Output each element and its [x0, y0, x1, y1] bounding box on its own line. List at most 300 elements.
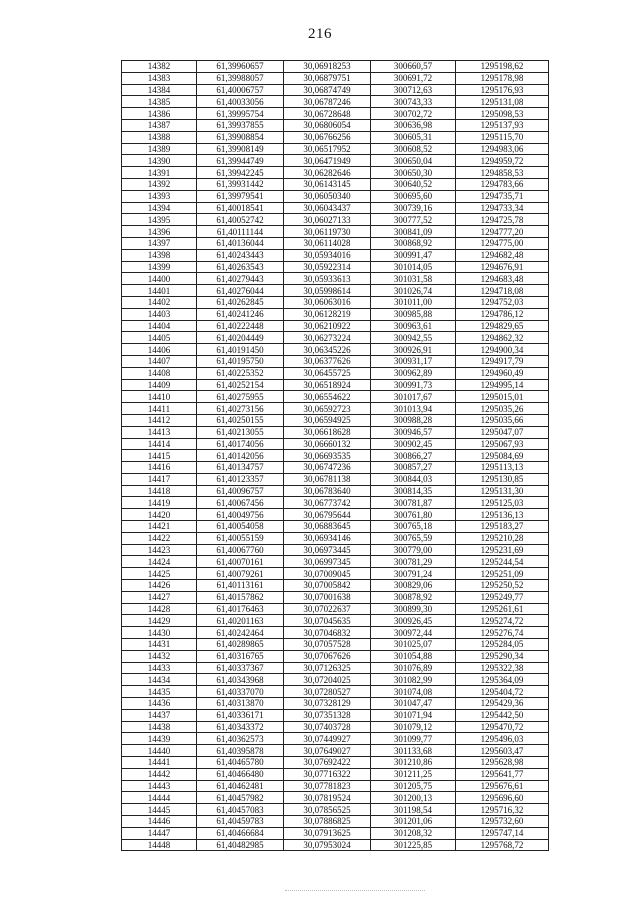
table-row [122, 426, 549, 438]
y-coordinate-cell: 1295284,05 [456, 639, 549, 651]
y-coordinate-cell: 1294995,14 [456, 379, 549, 391]
point-number-cell: 14433 [122, 662, 197, 674]
x-coordinate-cell: 301099,77 [371, 733, 456, 745]
longitude-cell: 30,07649027 [284, 745, 371, 757]
latitude-cell: 61,40465780 [197, 757, 284, 769]
latitude-cell: 61,40316765 [197, 650, 284, 662]
point-number-cell: 14409 [122, 379, 197, 391]
longitude-cell: 30,07328129 [284, 698, 371, 710]
longitude-cell: 30,06114028 [284, 237, 371, 249]
point-number-cell: 14434 [122, 674, 197, 686]
x-coordinate-cell: 300739,16 [371, 202, 456, 214]
y-coordinate-cell: 1295732,60 [456, 816, 549, 828]
x-coordinate-cell: 300878,92 [371, 591, 456, 603]
latitude-cell: 61,39944749 [197, 155, 284, 167]
table-row [122, 674, 549, 686]
latitude-cell: 61,39979541 [197, 190, 284, 202]
point-number-cell: 14424 [122, 556, 197, 568]
x-coordinate-cell: 301025,07 [371, 639, 456, 651]
point-number-cell: 14382 [122, 61, 197, 73]
point-number-cell: 14384 [122, 84, 197, 96]
point-number-cell: 14437 [122, 709, 197, 721]
latitude-cell: 61,40466684 [197, 827, 284, 839]
latitude-cell: 61,39960657 [197, 61, 284, 73]
latitude-cell: 61,39988057 [197, 72, 284, 84]
latitude-cell: 61,40123357 [197, 473, 284, 485]
x-coordinate-cell: 300844,03 [371, 473, 456, 485]
y-coordinate-cell: 1295496,03 [456, 733, 549, 745]
point-number-cell: 14390 [122, 155, 197, 167]
point-number-cell: 14413 [122, 426, 197, 438]
y-coordinate-cell: 1295136,13 [456, 509, 549, 521]
point-number-cell: 14435 [122, 686, 197, 698]
y-coordinate-cell: 1295035,66 [456, 414, 549, 426]
table-row [122, 332, 549, 344]
point-number-cell: 14427 [122, 591, 197, 603]
longitude-cell: 30,07692422 [284, 757, 371, 769]
table-row [122, 721, 549, 733]
longitude-cell: 30,07022637 [284, 603, 371, 615]
longitude-cell: 30,06592723 [284, 403, 371, 415]
longitude-cell: 30,06781138 [284, 473, 371, 485]
longitude-cell: 30,07351328 [284, 709, 371, 721]
latitude-cell: 61,40176463 [197, 603, 284, 615]
y-coordinate-cell: 1295183,27 [456, 521, 549, 533]
y-coordinate-cell: 1295130,85 [456, 473, 549, 485]
table-row [122, 237, 549, 249]
longitude-cell: 30,07001638 [284, 591, 371, 603]
table-row [122, 296, 549, 308]
point-number-cell: 14419 [122, 497, 197, 509]
x-coordinate-cell: 300691,72 [371, 72, 456, 84]
latitude-cell: 61,40343372 [197, 721, 284, 733]
latitude-cell: 61,40482985 [197, 839, 284, 851]
point-number-cell: 14431 [122, 639, 197, 651]
longitude-cell: 30,07280527 [284, 686, 371, 698]
table-row [122, 202, 549, 214]
x-coordinate-cell: 300650,04 [371, 155, 456, 167]
y-coordinate-cell: 1294862,32 [456, 332, 549, 344]
point-number-cell: 14432 [122, 650, 197, 662]
x-coordinate-cell: 301201,06 [371, 816, 456, 828]
y-coordinate-cell: 1295429,36 [456, 698, 549, 710]
longitude-cell: 30,06918253 [284, 61, 371, 73]
y-coordinate-cell: 1294983,06 [456, 143, 549, 155]
y-coordinate-cell: 1294735,71 [456, 190, 549, 202]
table-row [122, 509, 549, 521]
x-coordinate-cell: 300777,52 [371, 214, 456, 226]
latitude-cell: 61,40174056 [197, 438, 284, 450]
x-coordinate-cell: 300899,30 [371, 603, 456, 615]
latitude-cell: 61,40289865 [197, 639, 284, 651]
longitude-cell: 30,06063016 [284, 296, 371, 308]
point-number-cell: 14389 [122, 143, 197, 155]
point-number-cell: 14408 [122, 367, 197, 379]
longitude-cell: 30,05933613 [284, 273, 371, 285]
latitude-cell: 61,39908149 [197, 143, 284, 155]
point-number-cell: 14438 [122, 721, 197, 733]
x-coordinate-cell: 301208,32 [371, 827, 456, 839]
longitude-cell: 30,07449927 [284, 733, 371, 745]
y-coordinate-cell: 1294786,12 [456, 308, 549, 320]
longitude-cell: 30,07005842 [284, 580, 371, 592]
latitude-cell: 61,40279443 [197, 273, 284, 285]
x-coordinate-cell: 300902,45 [371, 438, 456, 450]
latitude-cell: 61,40070161 [197, 556, 284, 568]
y-coordinate-cell: 1294917,79 [456, 355, 549, 367]
point-number-cell: 14425 [122, 568, 197, 580]
longitude-cell: 30,06728648 [284, 108, 371, 120]
x-coordinate-cell: 300765,59 [371, 532, 456, 544]
longitude-cell: 30,06027133 [284, 214, 371, 226]
x-coordinate-cell: 300765,18 [371, 521, 456, 533]
y-coordinate-cell: 1295210,28 [456, 532, 549, 544]
x-coordinate-cell: 300712,63 [371, 84, 456, 96]
point-number-cell: 14400 [122, 273, 197, 285]
table-row [122, 497, 549, 509]
longitude-cell: 30,06747236 [284, 462, 371, 474]
latitude-cell: 61,40466480 [197, 768, 284, 780]
longitude-cell: 30,07403728 [284, 721, 371, 733]
point-number-cell: 14399 [122, 261, 197, 273]
x-coordinate-cell: 300926,91 [371, 344, 456, 356]
x-coordinate-cell: 301047,47 [371, 698, 456, 710]
table-row [122, 827, 549, 839]
y-coordinate-cell: 1295261,61 [456, 603, 549, 615]
y-coordinate-cell: 1295115,70 [456, 131, 549, 143]
x-coordinate-cell: 300988,28 [371, 414, 456, 426]
latitude-cell: 61,40462481 [197, 780, 284, 792]
x-coordinate-cell: 300991,47 [371, 249, 456, 261]
point-number-cell: 14443 [122, 780, 197, 792]
coordinates-table [121, 60, 549, 851]
table-row [122, 214, 549, 226]
table-row [122, 709, 549, 721]
longitude-cell: 30,06618628 [284, 426, 371, 438]
latitude-cell: 61,39931442 [197, 178, 284, 190]
latitude-cell: 61,40336171 [197, 709, 284, 721]
point-number-cell: 14445 [122, 804, 197, 816]
longitude-cell: 30,06787246 [284, 96, 371, 108]
longitude-cell: 30,06874749 [284, 84, 371, 96]
table-row [122, 119, 549, 131]
table-row [122, 615, 549, 627]
point-number-cell: 14422 [122, 532, 197, 544]
y-coordinate-cell: 1295250,52 [456, 580, 549, 592]
x-coordinate-cell: 301133,68 [371, 745, 456, 757]
x-coordinate-cell: 300650,30 [371, 167, 456, 179]
longitude-cell: 30,07067626 [284, 650, 371, 662]
longitude-cell: 30,06128219 [284, 308, 371, 320]
latitude-cell: 61,40006757 [197, 84, 284, 96]
latitude-cell: 61,40079261 [197, 568, 284, 580]
y-coordinate-cell: 1295176,93 [456, 84, 549, 96]
longitude-cell: 30,06693535 [284, 450, 371, 462]
longitude-cell: 30,06879751 [284, 72, 371, 84]
y-coordinate-cell: 1295442,50 [456, 709, 549, 721]
point-number-cell: 14439 [122, 733, 197, 745]
longitude-cell: 30,06518924 [284, 379, 371, 391]
point-number-cell: 14398 [122, 249, 197, 261]
longitude-cell: 30,07126325 [284, 662, 371, 674]
latitude-cell: 61,40252154 [197, 379, 284, 391]
longitude-cell: 30,06997345 [284, 556, 371, 568]
table-row [122, 580, 549, 592]
latitude-cell: 61,40049756 [197, 509, 284, 521]
x-coordinate-cell: 301017,67 [371, 391, 456, 403]
longitude-cell: 30,07781823 [284, 780, 371, 792]
table-row [122, 391, 549, 403]
x-coordinate-cell: 300636,98 [371, 119, 456, 131]
x-coordinate-cell: 300608,52 [371, 143, 456, 155]
latitude-cell: 61,40276044 [197, 285, 284, 297]
table-row [122, 650, 549, 662]
point-number-cell: 14440 [122, 745, 197, 757]
point-number-cell: 14407 [122, 355, 197, 367]
longitude-cell: 30,07913625 [284, 827, 371, 839]
latitude-cell: 61,40262845 [197, 296, 284, 308]
y-coordinate-cell: 1295470,72 [456, 721, 549, 733]
latitude-cell: 61,40201163 [197, 615, 284, 627]
latitude-cell: 61,40067456 [197, 497, 284, 509]
table-row [122, 532, 549, 544]
x-coordinate-cell: 301076,89 [371, 662, 456, 674]
table-row [122, 544, 549, 556]
latitude-cell: 61,40054058 [197, 521, 284, 533]
table-row [122, 261, 549, 273]
longitude-cell: 30,07856525 [284, 804, 371, 816]
longitude-cell: 30,06660132 [284, 438, 371, 450]
latitude-cell: 61,40242464 [197, 627, 284, 639]
table-row [122, 379, 549, 391]
table-row [122, 450, 549, 462]
x-coordinate-cell: 301225,85 [371, 839, 456, 851]
latitude-cell: 61,40157862 [197, 591, 284, 603]
table-row [122, 178, 549, 190]
point-number-cell: 14446 [122, 816, 197, 828]
y-coordinate-cell: 1295628,98 [456, 757, 549, 769]
point-number-cell: 14416 [122, 462, 197, 474]
point-number-cell: 14420 [122, 509, 197, 521]
x-coordinate-cell: 300702,72 [371, 108, 456, 120]
longitude-cell: 30,07204025 [284, 674, 371, 686]
y-coordinate-cell: 1295404,72 [456, 686, 549, 698]
y-coordinate-cell: 1295696,60 [456, 792, 549, 804]
x-coordinate-cell: 300640,52 [371, 178, 456, 190]
longitude-cell: 30,07045635 [284, 615, 371, 627]
longitude-cell: 30,06795644 [284, 509, 371, 521]
table-row [122, 72, 549, 84]
longitude-cell: 30,07057528 [284, 639, 371, 651]
x-coordinate-cell: 300779,00 [371, 544, 456, 556]
latitude-cell: 61,40337367 [197, 662, 284, 674]
y-coordinate-cell: 1295047,07 [456, 426, 549, 438]
y-coordinate-cell: 1295274,72 [456, 615, 549, 627]
table-row [122, 591, 549, 603]
latitude-cell: 61,40313870 [197, 698, 284, 710]
y-coordinate-cell: 1295131,08 [456, 96, 549, 108]
x-coordinate-cell: 300962,89 [371, 367, 456, 379]
longitude-cell: 30,06050340 [284, 190, 371, 202]
table-row [122, 190, 549, 202]
table-row [122, 757, 549, 769]
x-coordinate-cell: 300841,09 [371, 226, 456, 238]
point-number-cell: 14441 [122, 757, 197, 769]
point-number-cell: 14406 [122, 344, 197, 356]
point-number-cell: 14423 [122, 544, 197, 556]
table-row [122, 131, 549, 143]
x-coordinate-cell: 301054,88 [371, 650, 456, 662]
x-coordinate-cell: 300743,33 [371, 96, 456, 108]
latitude-cell: 61,40250155 [197, 414, 284, 426]
longitude-cell: 30,06210922 [284, 320, 371, 332]
latitude-cell: 61,40457083 [197, 804, 284, 816]
table-row [122, 473, 549, 485]
y-coordinate-cell: 1295125,03 [456, 497, 549, 509]
point-number-cell: 14418 [122, 485, 197, 497]
latitude-cell: 61,40018541 [197, 202, 284, 214]
point-number-cell: 14426 [122, 580, 197, 592]
latitude-cell: 61,40337070 [197, 686, 284, 698]
point-number-cell: 14436 [122, 698, 197, 710]
point-number-cell: 14411 [122, 403, 197, 415]
y-coordinate-cell: 1294959,72 [456, 155, 549, 167]
x-coordinate-cell: 300972,44 [371, 627, 456, 639]
longitude-cell: 30,06345226 [284, 344, 371, 356]
x-coordinate-cell: 301211,25 [371, 768, 456, 780]
y-coordinate-cell: 1294683,48 [456, 273, 549, 285]
point-number-cell: 14410 [122, 391, 197, 403]
table-row [122, 698, 549, 710]
latitude-cell: 61,40142056 [197, 450, 284, 462]
longitude-cell: 30,06806054 [284, 119, 371, 131]
latitude-cell: 61,40067760 [197, 544, 284, 556]
y-coordinate-cell: 1294718,08 [456, 285, 549, 297]
point-number-cell: 14397 [122, 237, 197, 249]
table-row [122, 84, 549, 96]
longitude-cell: 30,07716322 [284, 768, 371, 780]
point-number-cell: 14415 [122, 450, 197, 462]
y-coordinate-cell: 1295747,14 [456, 827, 549, 839]
table-row [122, 155, 549, 167]
y-coordinate-cell: 1295015,01 [456, 391, 549, 403]
point-number-cell: 14405 [122, 332, 197, 344]
y-coordinate-cell: 1294960,49 [456, 367, 549, 379]
x-coordinate-cell: 301026,74 [371, 285, 456, 297]
latitude-cell: 61,39995754 [197, 108, 284, 120]
y-coordinate-cell: 1295067,93 [456, 438, 549, 450]
y-coordinate-cell: 1295364,09 [456, 674, 549, 686]
table-row [122, 96, 549, 108]
latitude-cell: 61,40052742 [197, 214, 284, 226]
x-coordinate-cell: 300857,27 [371, 462, 456, 474]
point-number-cell: 14387 [122, 119, 197, 131]
x-coordinate-cell: 300991,73 [371, 379, 456, 391]
point-number-cell: 14391 [122, 167, 197, 179]
latitude-cell: 61,40213055 [197, 426, 284, 438]
y-coordinate-cell: 1295178,98 [456, 72, 549, 84]
point-number-cell: 14430 [122, 627, 197, 639]
x-coordinate-cell: 300946,57 [371, 426, 456, 438]
latitude-cell: 61,40195750 [197, 355, 284, 367]
point-number-cell: 14395 [122, 214, 197, 226]
latitude-cell: 61,40055159 [197, 532, 284, 544]
y-coordinate-cell: 1294682,48 [456, 249, 549, 261]
table-row [122, 143, 549, 155]
x-coordinate-cell: 301205,75 [371, 780, 456, 792]
y-coordinate-cell: 1294752,03 [456, 296, 549, 308]
table-row [122, 780, 549, 792]
longitude-cell: 30,07886825 [284, 816, 371, 828]
table-row [122, 568, 549, 580]
table-row [122, 273, 549, 285]
coordinates-table-body [122, 61, 549, 851]
y-coordinate-cell: 1294858,53 [456, 167, 549, 179]
y-coordinate-cell: 1295098,53 [456, 108, 549, 120]
y-coordinate-cell: 1295768,72 [456, 839, 549, 851]
point-number-cell: 14401 [122, 285, 197, 297]
x-coordinate-cell: 301079,12 [371, 721, 456, 733]
point-number-cell: 14404 [122, 320, 197, 332]
point-number-cell: 14444 [122, 792, 197, 804]
point-number-cell: 14386 [122, 108, 197, 120]
latitude-cell: 61,39942245 [197, 167, 284, 179]
table-row [122, 603, 549, 615]
latitude-cell: 61,40343968 [197, 674, 284, 686]
latitude-cell: 61,40225352 [197, 367, 284, 379]
latitude-cell: 61,40243443 [197, 249, 284, 261]
y-coordinate-cell: 1294900,34 [456, 344, 549, 356]
table-row [122, 167, 549, 179]
x-coordinate-cell: 301210,86 [371, 757, 456, 769]
table-row [122, 320, 549, 332]
longitude-cell: 30,05922314 [284, 261, 371, 273]
latitude-cell: 61,40096757 [197, 485, 284, 497]
table-row [122, 768, 549, 780]
x-coordinate-cell: 300781,87 [371, 497, 456, 509]
x-coordinate-cell: 300963,61 [371, 320, 456, 332]
table-row [122, 462, 549, 474]
latitude-cell: 61,39908854 [197, 131, 284, 143]
point-number-cell: 14417 [122, 473, 197, 485]
longitude-cell: 30,06377626 [284, 355, 371, 367]
point-number-cell: 14388 [122, 131, 197, 143]
y-coordinate-cell: 1295198,62 [456, 61, 549, 73]
y-coordinate-cell: 1295231,69 [456, 544, 549, 556]
point-number-cell: 14447 [122, 827, 197, 839]
table-row [122, 792, 549, 804]
table-row [122, 686, 549, 698]
longitude-cell: 30,06883645 [284, 521, 371, 533]
x-coordinate-cell: 300931,17 [371, 355, 456, 367]
longitude-cell: 30,06783640 [284, 485, 371, 497]
x-coordinate-cell: 301074,08 [371, 686, 456, 698]
point-number-cell: 14414 [122, 438, 197, 450]
table-row [122, 226, 549, 238]
x-coordinate-cell: 300866,27 [371, 450, 456, 462]
point-number-cell: 14394 [122, 202, 197, 214]
table-row [122, 308, 549, 320]
latitude-cell: 61,40204449 [197, 332, 284, 344]
longitude-cell: 30,06773742 [284, 497, 371, 509]
x-coordinate-cell: 301082,99 [371, 674, 456, 686]
latitude-cell: 61,40459783 [197, 816, 284, 828]
longitude-cell: 30,07819524 [284, 792, 371, 804]
latitude-cell: 61,40457982 [197, 792, 284, 804]
table-row [122, 733, 549, 745]
point-number-cell: 14385 [122, 96, 197, 108]
longitude-cell: 30,06119730 [284, 226, 371, 238]
